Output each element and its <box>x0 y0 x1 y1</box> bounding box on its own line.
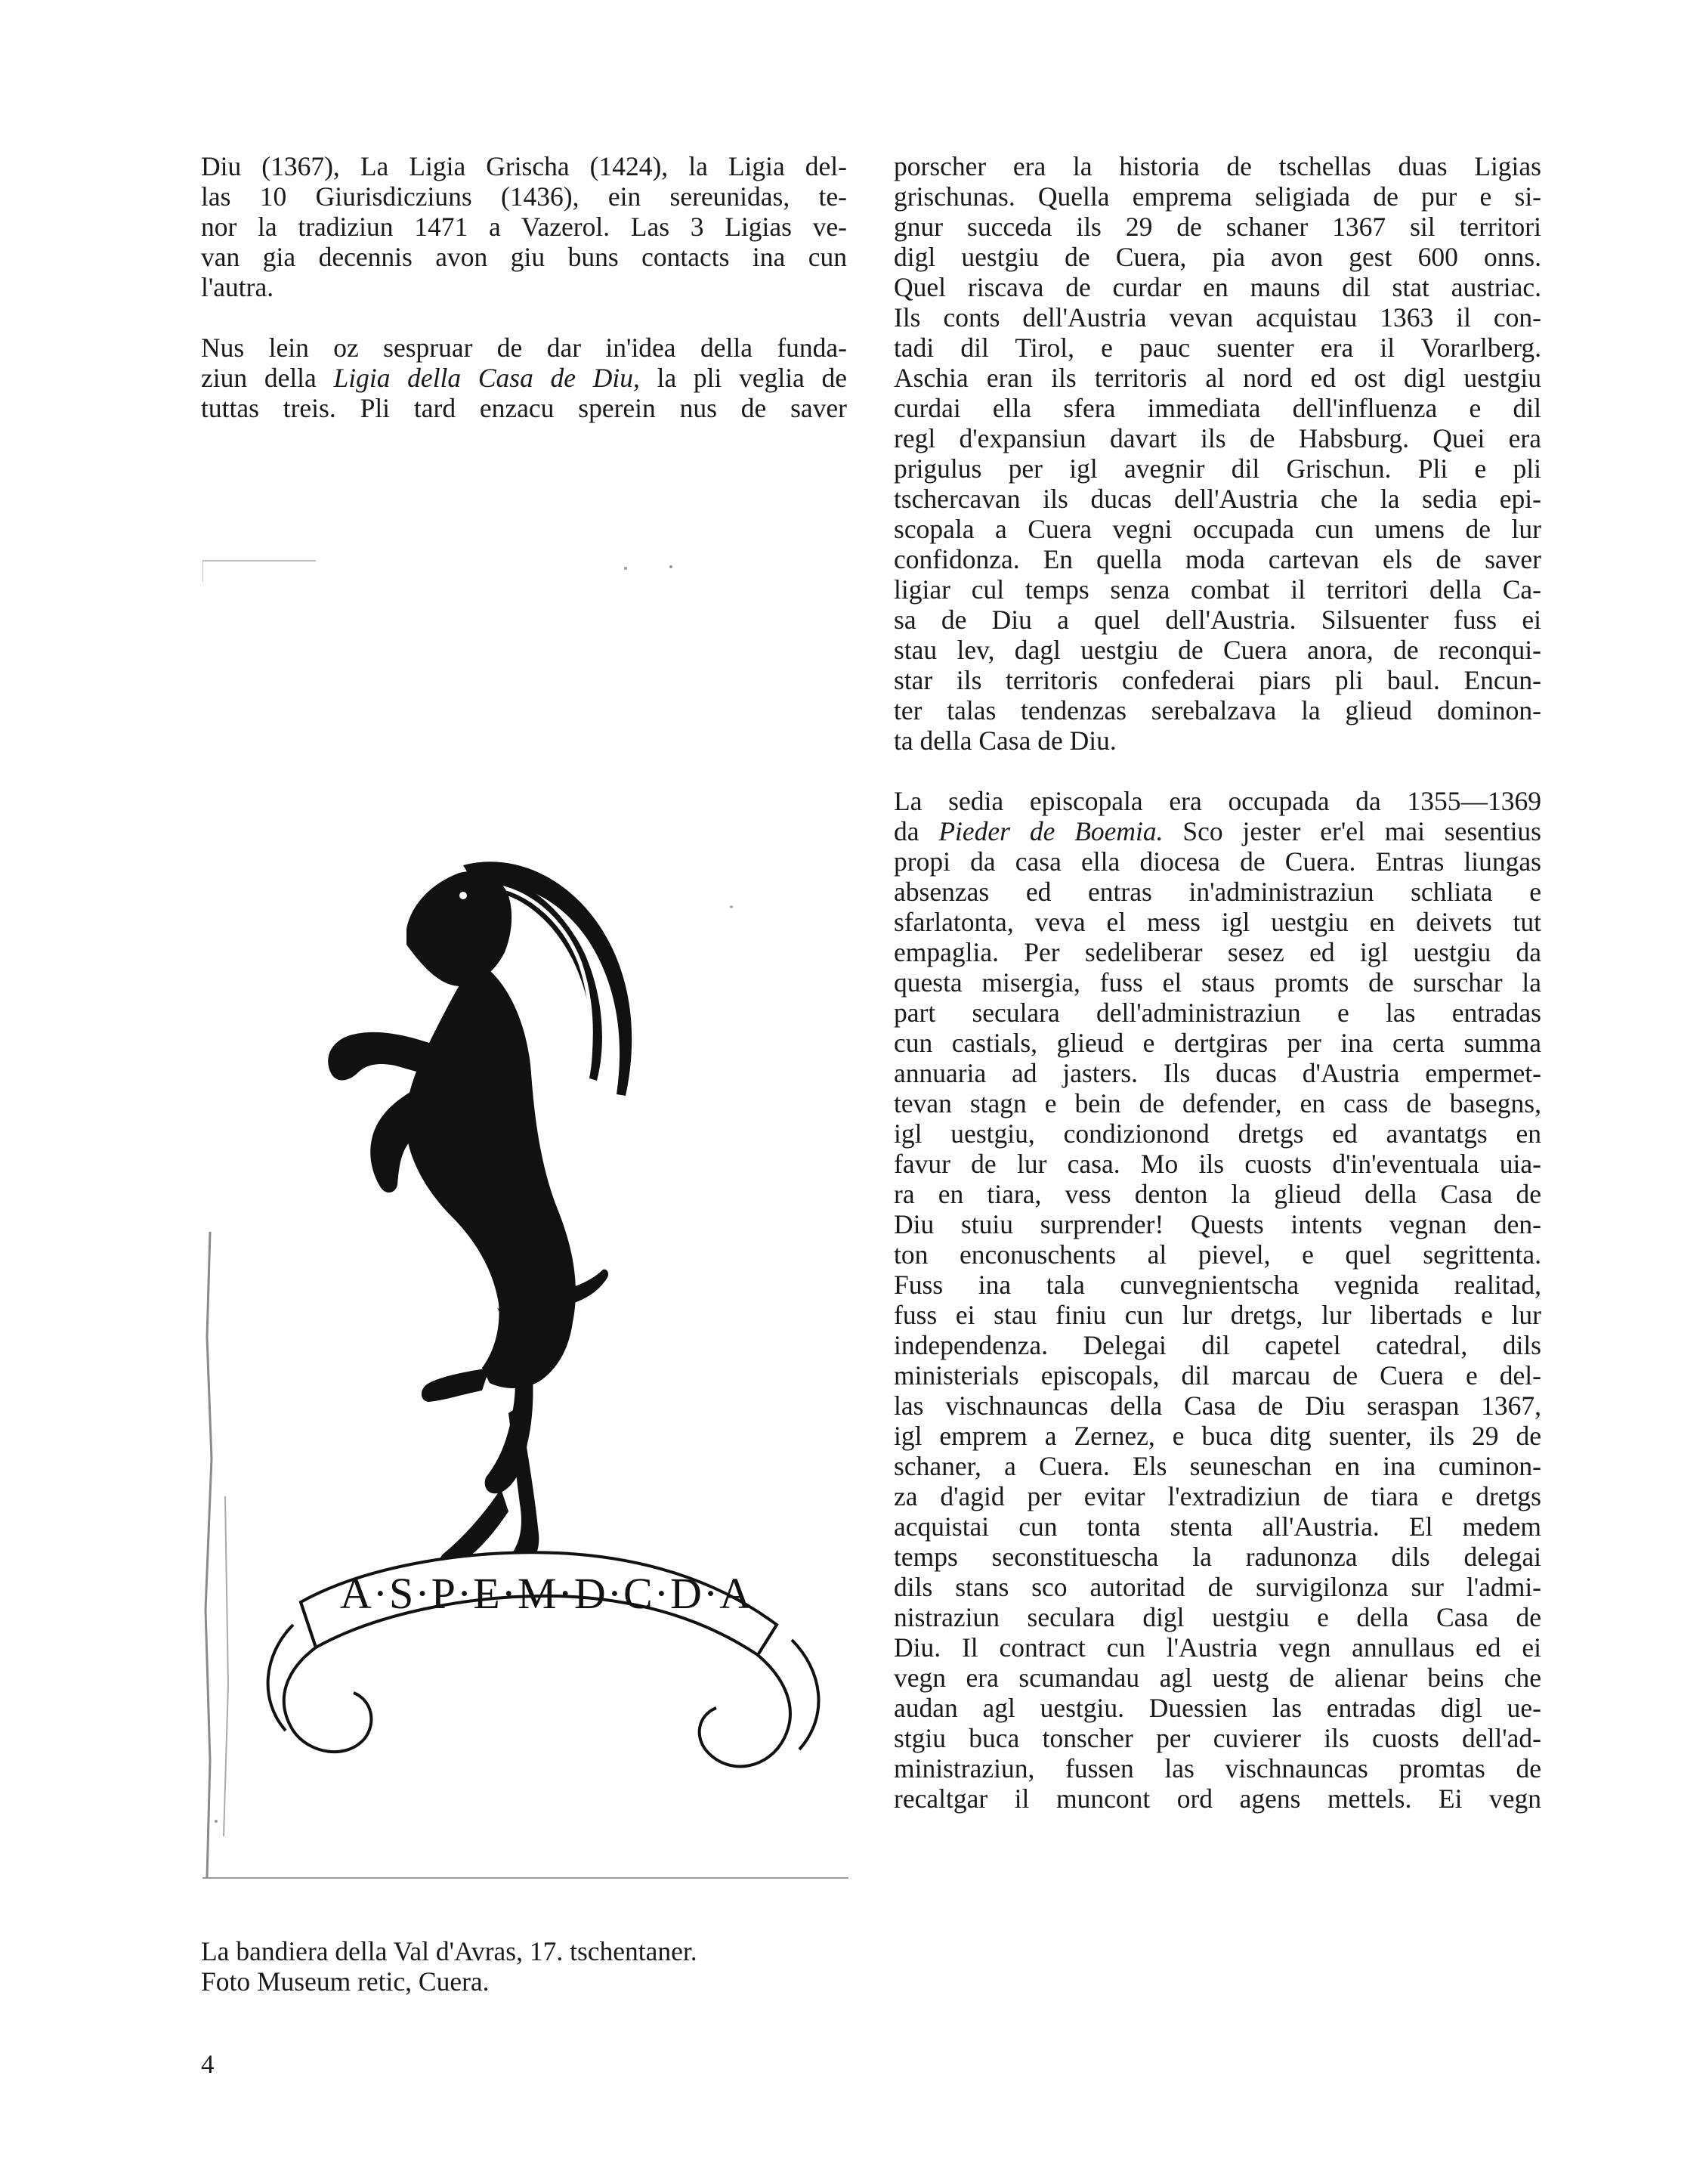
page-number: 4 <box>201 2049 215 2079</box>
text-line: Aschia eran ils territoris al nord ed ost digl uestgiu <box>894 363 1541 393</box>
text-line: cun castials, glieud e dertgiras per ina certa summa <box>894 1028 1541 1058</box>
text-line: ziun della Ligia della Casa de Diu, la pli veglia de <box>201 363 848 393</box>
text-line: ministraziun, fussen las vischnauncas promtas de <box>894 1753 1541 1783</box>
text-line: vegn era scumandau agl uestg de alienar beins che <box>894 1663 1541 1693</box>
text-line: igl emprem a Zernez, e buca ditg suenter, ils 29 de <box>894 1421 1541 1451</box>
text-line: ta della Casa de Diu. <box>894 725 1117 756</box>
text-line: regl d'expansiun davart ils de Habsburg. Quei era <box>894 423 1541 453</box>
text-line: l'autra. <box>201 272 274 302</box>
text-line: Ils conts dell'Austria vevan acquistau 1363 il con- <box>894 302 1541 333</box>
ibex-flag-illustration <box>202 552 848 1904</box>
text-line: ligiar cul temps senza combat il territori della Ca- <box>894 574 1541 605</box>
text-line: confidonza. En quella moda cartevan els de saver <box>894 544 1541 574</box>
text-line: Diu stuiu surprender! Quests intents vegnan den- <box>894 1209 1541 1239</box>
text-line: tevan stagn e bein de defender, en cass de basegns, <box>894 1088 1541 1118</box>
caption-line: La bandiera della Val d'Avras, 17. tschentaner. <box>201 1936 697 1966</box>
text-line: Quel riscava de curdar en mauns dil stat austriac. <box>894 272 1541 302</box>
text-line: scopala a Cuera vegni occupada cun umens de lur <box>894 514 1541 544</box>
text-line: van gia decennis avon giu buns contacts ina cun <box>201 242 847 272</box>
text-line: recaltgar il muncont ord agens mettels. Ei vegn <box>894 1783 1541 1814</box>
text-line: favur de lur casa. Mo ils cuosts d'in'eventuala uia- <box>894 1149 1541 1179</box>
text-line: Nus lein oz sespruar de dar in'idea della funda- <box>201 333 847 363</box>
text-line: empaglia. Per sedeliberar sesez ed igl uestgiu da <box>894 937 1541 967</box>
text-line: nistraziun seculara digl uestgiu e della Casa de <box>894 1602 1541 1632</box>
text-line: digl uestgiu de Cuera, pia avon gest 600 onns. <box>894 242 1541 272</box>
text-line: dils stans sco autoritad de survigilonza sur l'admi- <box>894 1572 1541 1602</box>
text-line: propi da casa ella diocesa de Cuera. Entras liungas <box>894 846 1541 877</box>
caption-line: Foto Museum retic, Cuera. <box>201 1966 490 1997</box>
banner-text: A·S·P·E·M·D·C·D·A <box>339 1569 753 1618</box>
text-line: Diu. Il contract cun l'Austria vegn annullaus ed ei <box>894 1632 1541 1663</box>
text-line: fuss ei stau finiu cun lur dretgs, lur libertads e lur <box>894 1300 1541 1330</box>
text-line: nor la tradiziun 1471 a Vazerol. Las 3 Ligias ve- <box>201 212 847 242</box>
left-column <box>201 151 847 423</box>
text-line: tuttas treis. Pli tard enzacu sperein nus de saver <box>201 393 847 423</box>
text-line: stgiu buca tonscher per cuvierer ils cuosts dell'ad- <box>894 1723 1541 1753</box>
text-line: igl uestgiu, condizionond dretgs ed avantatgs en <box>894 1118 1541 1149</box>
text-line: za d'agid per evitar l'extradiziun de tiara e dretgs <box>894 1481 1541 1511</box>
text-line: las vischnauncas della Casa de Diu seraspan 1367, <box>894 1391 1541 1421</box>
figure-caption <box>201 1936 851 1997</box>
text-line: prigulus per igl avegnir dil Grischun. Pli e pli <box>894 453 1541 484</box>
text-line: gnur succeda ils 29 de schaner 1367 sil territori <box>894 212 1541 242</box>
text-line: porscher era la historia de tschellas duas Ligias <box>894 151 1541 181</box>
text-line: da Pieder de Boemia. Sco jester er'el mai sesentius <box>894 816 1541 846</box>
league-name: Ligia della Casa de Diu, <box>333 363 640 393</box>
text-line: temps seconstituescha la radunonza dils delegai <box>894 1542 1541 1572</box>
text-line: annuaria ad jasters. Ils ducas d'Austria empermet- <box>894 1058 1541 1088</box>
left-paragraph-1 <box>201 151 847 302</box>
text-line: tschercavan ils ducas dell'Austria che la sedia epi- <box>894 484 1541 514</box>
ibex-silhouette <box>328 862 632 1569</box>
right-paragraph-2 <box>894 786 1541 1814</box>
left-paragraph-2 <box>201 333 847 423</box>
text-line: curdai ella sfera immediata dell'influenza e dil <box>894 393 1541 423</box>
text-line: ton enconuschents al pievel, e quel segrittenta. <box>894 1239 1541 1270</box>
text-line: acquistai cun tonta stenta all'Austria. El medem <box>894 1511 1541 1542</box>
flag-photo <box>202 552 848 1904</box>
text-line: independenza. Delegai dil capetel catedral, dils <box>894 1330 1541 1360</box>
text-line: absenzas ed entras in'administraziun schliata e <box>894 877 1541 907</box>
text-line: ministerials episcopals, dil marcau de Cuera e del- <box>894 1360 1541 1391</box>
text-line: schaner, a Cuera. Els seuneschan en ina cuminon- <box>894 1451 1541 1481</box>
text-line: las 10 Giurisdicziuns (1436), ein sereunidas, te- <box>201 181 847 212</box>
text-line: Diu (1367), La Ligia Grischa (1424), la Ligia del- <box>201 151 847 181</box>
text-line: stau lev, dagl uestgiu de Cuera anora, de reconqui- <box>894 635 1541 665</box>
text-line: Fuss ina tala cunvegnientscha vegnida realitad, <box>894 1270 1541 1300</box>
text-line: sfarlatonta, veva el mess igl uestgiu en deivets tut <box>894 907 1541 937</box>
right-paragraph-1 <box>894 151 1541 756</box>
text-line: ra en tiara, vess denton la glieud della Casa de <box>894 1179 1541 1209</box>
text-line: sa de Diu a quel dell'Austria. Silsuenter fuss ei <box>894 605 1541 635</box>
text-line: part seculara dell'administraziun e las entradas <box>894 998 1541 1028</box>
right-column <box>894 151 1541 1814</box>
text-line: grischunas. Quella emprema seligiada de pur e si- <box>894 181 1541 212</box>
text-line: audan agl uestgiu. Duessien las entradas digl ue- <box>894 1693 1541 1723</box>
text-line: tadi dil Tirol, e pauc suenter era il Vorarlberg. <box>894 333 1541 363</box>
text-line: questa misergia, fuss el staus promts de surschar la <box>894 967 1541 998</box>
text-line: ter talas tendenzas serebalzava la glieud dominon- <box>894 695 1541 725</box>
bishop-name: Pieder de Boemia. <box>938 816 1164 846</box>
text-line: star ils territoris confederai piars pli baul. Encun- <box>894 665 1541 695</box>
text-line: La sedia episcopala era occupada da 1355—1369 <box>894 786 1541 816</box>
